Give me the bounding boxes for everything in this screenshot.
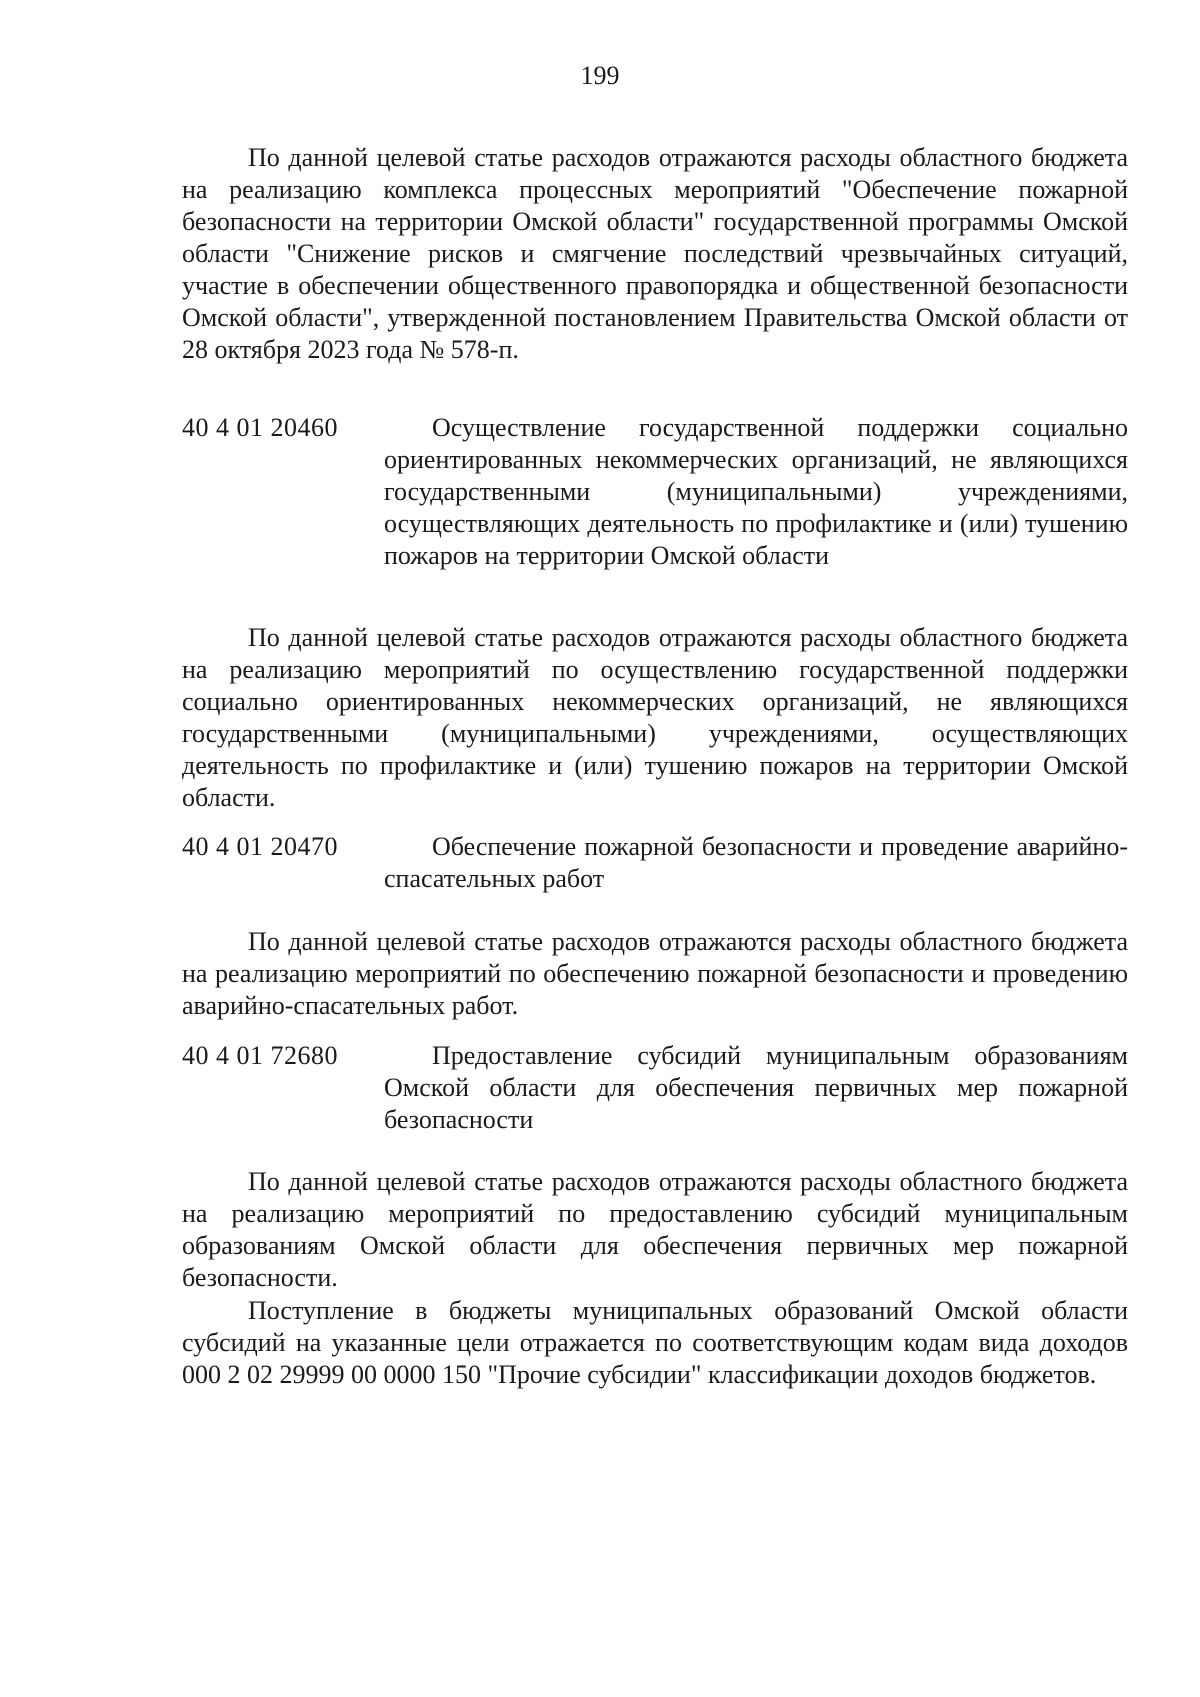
paragraph-3: По данной целевой статье расходов отражаются расходы областного бюджета на реализацию мероприятий по обеспечению пожарной безопасности и проведению аварийно-спасательных работ. xyxy=(182,927,1128,1020)
paragraph-4: По данной целевой статье расходов отражаются расходы областного бюджета на реализацию мероприятий по предоставлению субсидий муниципальным образованиям Омской области для обеспечения первичных мер пожарной безопасности. xyxy=(182,1167,1128,1292)
entry-title: Предоставление субсидий муниципальным образованиям Омской области для обеспечения первичных мер пожарной безопасности xyxy=(384,1041,1128,1134)
paragraph-5: Поступление в бюджеты муниципальных образований Омской области субсидий на указанные цели отражается по соответствующим кодам вида доходов 000 2 02 29999 00 0000 150 "Прочие субсидии" классификации доходов бюджетов. xyxy=(182,1296,1128,1389)
paragraph-2: По данной целевой статье расходов отражаются расходы областного бюджета на реализацию мероприятий по осуществлению государственной поддержки социально ориентированных некоммерческих организаций, не являющихся государственными (муниципальными) учреждениями, осуществляющих деятельность по профилактике и (или) тушению пожаров на территории Омской области. xyxy=(182,623,1128,812)
entry-title: Обеспечение пожарной безопасности и проведение аварийно-спасательных работ xyxy=(384,832,1128,893)
entry-code: 40 4 01 20460 xyxy=(182,413,338,442)
page-number: 199 xyxy=(580,61,620,90)
entry-title: Осуществление государственной поддержки социально ориентированных некоммерческих организаций, не являющихся государственными (муниципальными) учреждениями, осуществляющих деятельность по профилактике и (или) тушению пожаров на территории Омской области xyxy=(384,413,1128,570)
entry-code: 40 4 01 20470 xyxy=(182,832,338,861)
entry-code: 40 4 01 72680 xyxy=(182,1041,338,1070)
entry-20470 xyxy=(182,831,1128,895)
paragraph-1: По данной целевой статье расходов отражаются расходы областного бюджета на реализацию комплекса процессных мероприятий "Обеспечение пожарной безопасности на территории Омской области" государственной программы Омской области "Снижение рисков и смягчение последствий чрезвычайных ситуаций, участие в обеспечении общественного правопорядка и общественной безопасности Омской области", утвержденной постановлением Правительства Омской области от 28 октября 2023 года № 578-п. xyxy=(182,143,1128,364)
entry-20460 xyxy=(182,412,1128,572)
entry-72680 xyxy=(182,1040,1128,1136)
